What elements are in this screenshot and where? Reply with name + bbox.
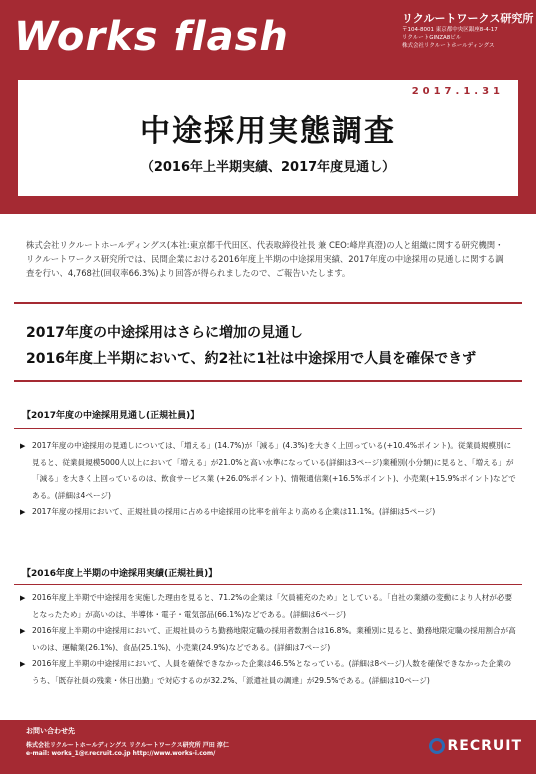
org-address: 〒104-8001 東京都中央区銀座8-4-17 [402, 27, 498, 33]
page-subtitle: （2016年上半期実績、2017年度見通し） [140, 160, 396, 175]
title-box [18, 80, 518, 196]
list-item: ▶ 2016年度上半期の中途採用において、正規社員のうち勤務地限定職の採用者数割合は16.8%。業種別に見ると、勤務地限定職の採用割合が高いのは、運輸業(26.1%)、食品(25.1%)、小売業(24.9%)などである。(詳細は7ページ) [20, 623, 518, 656]
recruit-mark-icon [429, 738, 445, 754]
intro-paragraph: 株式会社リクルートホールディングス(本社:東京都千代田区、代表取締役社長 兼 CEO:峰岸真澄)の人と組織に関する研究機関・リクルートワークス研究所では、民間企業における2016年度上半期の中途採用実績、2017年度の中途採用の見通しに関する調査を行い、4,768社(回収率66.3%)より回答が得られましたので、ご報告いたします。 [26, 240, 504, 278]
header-banner [0, 0, 536, 214]
publish-date: 2017.1.31 [411, 86, 504, 97]
org-building: リクルートGINZA8ビル [402, 35, 462, 41]
headline-1: 2017年度の中途採用はさらに増加の見通し [26, 325, 303, 341]
footer-contact [0, 720, 536, 774]
section-bullets-2016 [20, 590, 518, 689]
contact-person: 株式会社リクルートホールディングス リクルートワークス研究所 戸田 淳仁 [26, 742, 229, 749]
list-item: ▶ 2016年度上半期の中途採用において、人員を確保できなかった企業は46.5%となっている。(詳細は8ページ)人数を確保できなかった企業のうち、「既存社員の残業・休日出勤」で対応するのが32.2%、「派遣社員の調達」が29.5%である。(詳細は10ページ) [20, 656, 518, 689]
section-rule [14, 428, 522, 429]
triangle-bullet-icon: ▶ [20, 594, 26, 602]
list-item: ▶ 2016年度上半期で中途採用を実施した理由を見ると、71.2%の企業は「欠員補充のため」としている。「自社の業績の変動により人材が必要となったため」が高いのは、半導体・電子・電気部品(66.1%)などである。(詳細は6ページ) [20, 590, 518, 623]
org-name: リクルートワークス研究所 [402, 12, 534, 25]
org-company: 株式会社リクルートホールディングス [402, 43, 495, 49]
page-title: 中途採用実態調査 [140, 114, 396, 149]
section-rule [14, 584, 522, 585]
contact-email-url: e-mail: works_1@r.recruit.co.jp http://www.works-i.com/ [26, 750, 216, 757]
works-flash-logo: Works flash [14, 14, 289, 60]
triangle-bullet-icon: ▶ [20, 660, 26, 668]
headline-2: 2016年度上半期において、約2社に1社は中途採用で人員を確保できず [26, 351, 477, 367]
section-bullets-2017 [20, 438, 518, 521]
org-info [402, 10, 532, 50]
recruit-logo [429, 738, 522, 754]
section-title-2016-results: 【2016年度上半期の中途採用実績(正規社員)】 [22, 569, 218, 579]
triangle-bullet-icon: ▶ [20, 627, 26, 635]
triangle-bullet-icon: ▶ [20, 508, 26, 516]
divider [14, 380, 522, 382]
divider [14, 302, 522, 304]
list-item: ▶ 2017年度の採用において、正規社員の採用に占める中途採用の比率を前年より高める企業は11.1%。(詳細は5ページ) [20, 504, 518, 521]
list-item: ▶ 2017年度の中途採用の見通しについては、「増える」(14.7%)が「減る」(4.3%)を大きく上回っている(+10.4%ポイント)。従業員規模別に見ると、従業員規模5000人以上において「増える」が21.0%と高い水準になっている(詳細は3ページ)業種別(小分類)に見ると、「増える」が「減る」を大きく上回っているのは、飲食サービス業 (+26.0%ポイント)、情報通信業(+16.5%ポイント)、小売業(+15.9%ポイント)などである。(詳細は4ページ) [20, 438, 518, 504]
contact-title: お問い合わせ先 [26, 727, 75, 735]
triangle-bullet-icon: ▶ [20, 442, 26, 450]
recruit-wordmark: RECRUIT [447, 738, 522, 754]
section-title-2017-outlook: 【2017年度の中途採用見通し(正規社員)】 [22, 411, 200, 421]
